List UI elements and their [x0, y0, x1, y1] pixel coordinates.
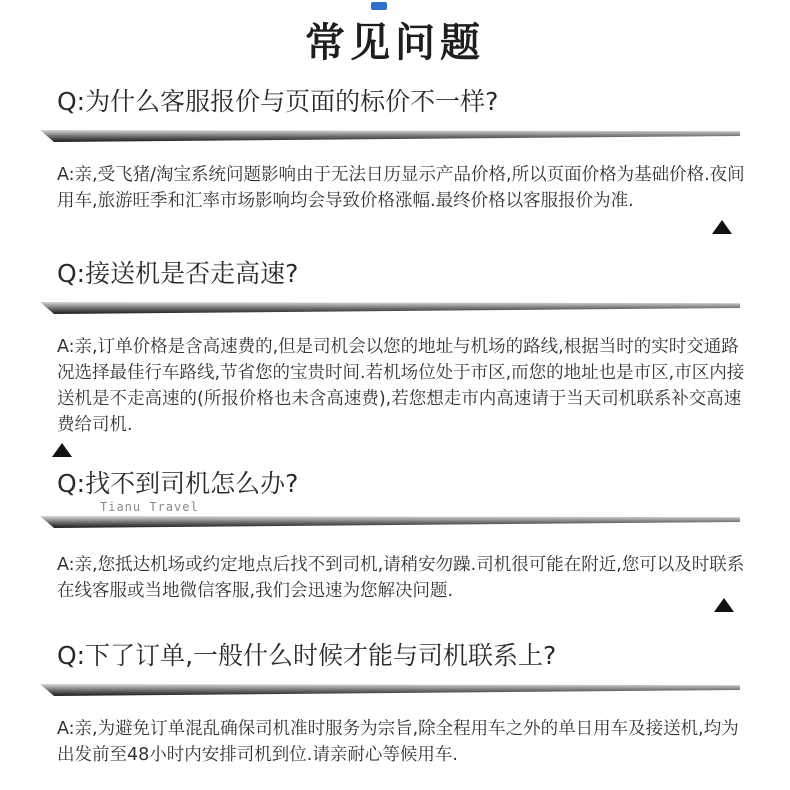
top-marker	[371, 2, 387, 10]
triangle-left-icon	[52, 443, 72, 457]
faq-question-4: Q:下了订单,一般什么时候才能与司机联系上?	[57, 641, 557, 670]
faq-answer-1: A:亲,受飞猪/淘宝系统问题影响由于无法日历显示产品价格,所以页面价格为基础价格.夜间用车,旅游旺季和汇率市场影响均会导致价格涨幅.最终价格以客服报价为准.	[57, 165, 745, 211]
faq-answer-4: A:亲,为避免订单混乱确保司机准时服务为宗旨,除全程用车之外的单日用车及接送机,均为出发前至48小时内安排司机到位.请亲耐心等候用车.	[57, 719, 739, 765]
faq-divider-2	[40, 302, 740, 314]
faq-divider-4	[40, 684, 740, 696]
triangle-right-icon	[714, 598, 734, 612]
faq-answer-3: A:亲,您抵达机场或约定地点后找不到司机,请稍安勿躁.司机很可能在附近,您可以及时联系在线客服或当地微信客服,我们会迅速为您解决问题.	[57, 555, 745, 601]
faq-question-3: Q:找不到司机怎么办?	[57, 469, 299, 498]
faq-divider-1	[40, 130, 740, 142]
faq-question-1: Q:为什么客服报价与页面的标价不一样?	[57, 87, 499, 116]
faq-question-2: Q:接送机是否走高速?	[57, 259, 299, 288]
faq-divider-3	[40, 516, 740, 528]
watermark-text: Tianu Travel	[100, 500, 199, 514]
page-title: 常见问题	[305, 20, 485, 66]
triangle-right-icon	[712, 220, 732, 234]
faq-answer-2: A:亲,订单价格是含高速费的,但是司机会以您的地址与机场的路线,根据当时的实时交通路况选择最佳行车路线,节省您的宝贵时间.若机场位处于市区,而您的地址也是市区,市区内接送机是不走高速的(所报价格也未含高速费),若您想走市内高速请于当天司机联系补交高速费给司机.	[57, 337, 745, 435]
